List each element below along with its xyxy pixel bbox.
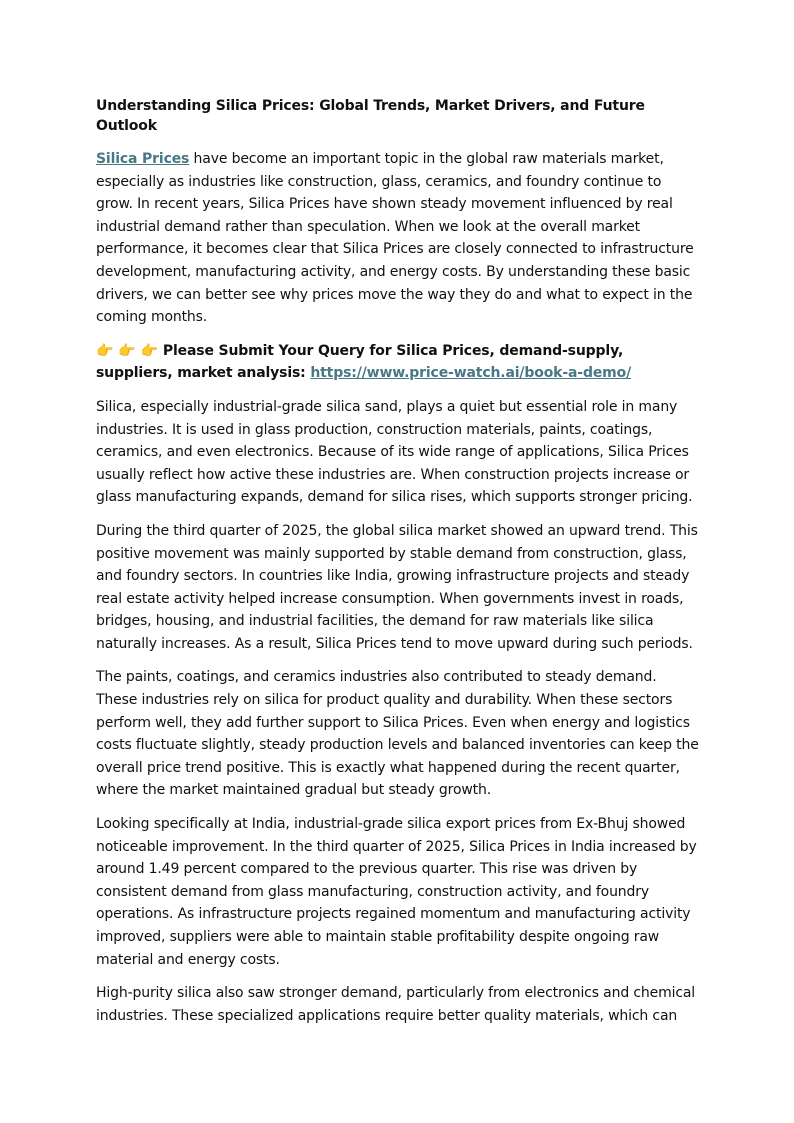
document-page [96,96,700,1038]
pointing-hand-icon: 👉 [96,342,114,359]
silica-prices-link[interactable]: Silica Prices [96,151,190,167]
pointing-hand-icon: 👉 [140,342,158,359]
intro-text: have become an important topic in the global raw materials market, especially as industries like construction, glass, ceramics, and foundry continue to grow. In recent years, Silica Prices have shown steady movement influenced by real industrial demand rather than speculation. When we look at the overall market performance, it becomes clear that Silica Prices are closely connected to infrastructure development, manufacturing activity, and energy costs. By understanding these basic drivers, we can better see why prices move the way they do and what to expect in the coming months. [96,151,694,326]
pointing-hand-icon: 👉 [118,342,136,359]
query-cta [96,340,700,385]
cta-text: Please Submit Your Query for Silica Prices, demand-supply, suppliers, market analysis: [96,342,624,382]
body-paragraph-high-purity: High-purity silica also saw stronger demand, particularly from electronics and chemical industries. These specialized applications require better quality materials, which can [96,985,696,1024]
body-paragraph-q3-global: During the third quarter of 2025, the global silica market showed an upward trend. This positive movement was mainly supported by stable demand from construction, glass, and foundry sectors. In countries like India, growing infrastructure projects and steady real estate activity helped increase consumption. When governments invest in roads, bridges, housing, and industrial facilities, the demand for raw materials like silica naturally increases. As a result, Silica Prices tend to move upward during such periods. [96,522,698,652]
body-paragraph-paints-ceramics: The paints, coatings, and ceramics industries also contributed to steady demand. These industries rely on silica for product quality and durability. When these sectors perform well, they add further support to Silica Prices. Even when energy and logistics costs fluctuate slightly, steady production levels and balanced inventories can keep the overall price trend positive. This is exactly what happened during the recent quarter, where the market maintained gradual but steady growth. [96,669,699,799]
body-paragraph-india-exports: Looking specifically at India, industrial-grade silica export prices from Ex-Bhuj showed noticeable improvement. In the third quarter of 2025, Silica Prices in India increased by around 1.49 percent compared to the previous quarter. This rise was driven by consistent demand from glass manufacturing, construction activity, and foundry operations. As infrastructure projects regained momentum and manufacturing activity improved, suppliers were able to maintain stable profitability despite ongoing raw material and energy costs. [96,816,697,968]
intro-paragraph [96,148,700,329]
body-paragraph-applications: Silica, especially industrial-grade silica sand, plays a quiet but essential role in many industries. It is used in glass production, construction materials, paints, coatings, ceramics, and even electronics. Because of its wide range of applications, Silica Prices usually reflect how active these industries are. When construction projects increase or glass manufacturing expands, demand for silica rises, which supports stronger pricing. [96,398,693,506]
document-title: Understanding Silica Prices: Global Trends, Market Drivers, and Future Outlook [96,98,645,134]
book-demo-link[interactable]: https://www.price-watch.ai/book-a-demo/ [310,365,632,382]
